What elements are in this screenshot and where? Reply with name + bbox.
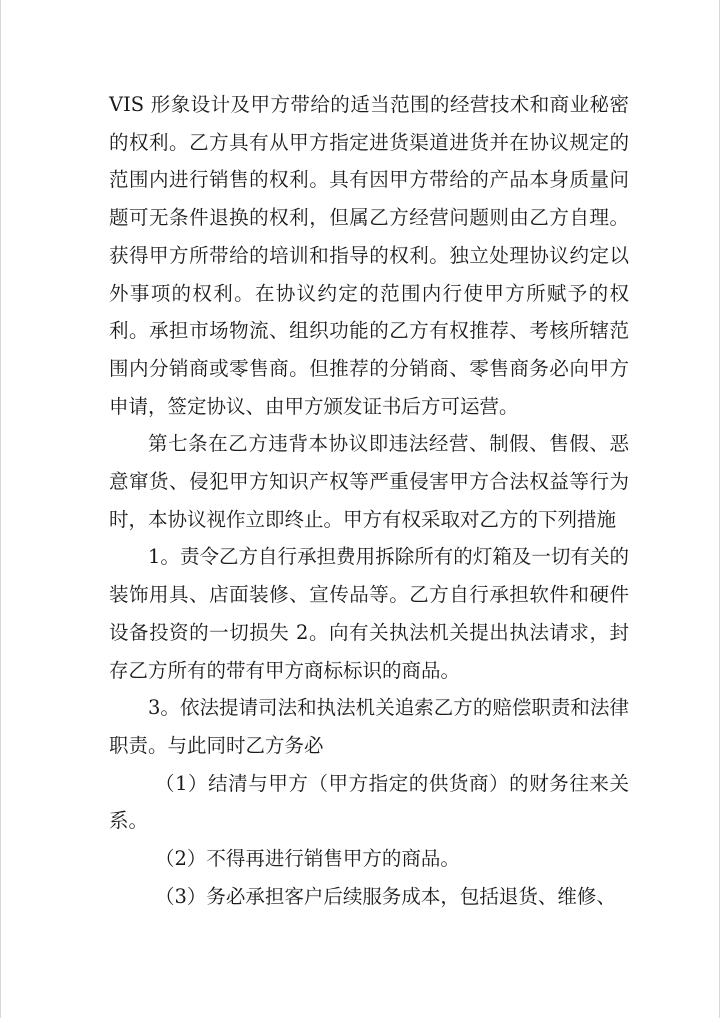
paragraph-obligation-two: （2）不得再进行销售甲方的商品。 — [155, 847, 460, 871]
paragraph-obligation-three: （3）务必承担客户后续服务成本，包括退货、维修、 — [155, 884, 616, 908]
paragraph-obligation-one: （1）结清与甲方（甲方指定的供货商）的财务往来关系。 — [109, 771, 629, 833]
paragraph-measure-one-two: 1。责令乙方自行承担费用拆除所有的灯箱及一切有关的装饰用具、店面装修、宣传品等。乙方自行承担软件和硬件设备投资的一切损失 2。向有关执法机关提出执法请求，封存乙方所有的带有甲方商标标识的商品。 — [109, 545, 629, 682]
document-body — [109, 86, 629, 915]
paragraph-measure-three: 3。依法提请司法和执法机关追索乙方的赔偿职责和法律职责。与此同时乙方务必 — [109, 696, 629, 757]
paragraph-article-seven: 第七条在乙方违背本协议即违法经营、制假、售假、恶意窜货、侵犯甲方知识产权等严重侵害甲方合法权益等行为时，本协议视作立即终止。甲方有权采取对乙方的下列措施 — [109, 432, 629, 531]
paragraph-rights-continued: VIS 形象设计及甲方带给的适当范围的经营技术和商业秘密的权利。乙方具有从甲方指定进货渠道进货并在协议规定的范围内进行销售的权利。具有因甲方带给的产品本身质量问题可无条件退换的权利，但属乙方经营问题则由乙方自理。获得甲方所带给的培训和指导的权利。独立处理协议约定以外事项的权利。在协议约定的范围内行使甲方所赋予的权利。承担市场物流、组织功能的乙方有权推荐、考核所辖范围内分销商或零售商。但推荐的分销商、零售商务必向甲方申请，签定协议、由甲方颁发证书后方可运营。 — [109, 93, 629, 418]
